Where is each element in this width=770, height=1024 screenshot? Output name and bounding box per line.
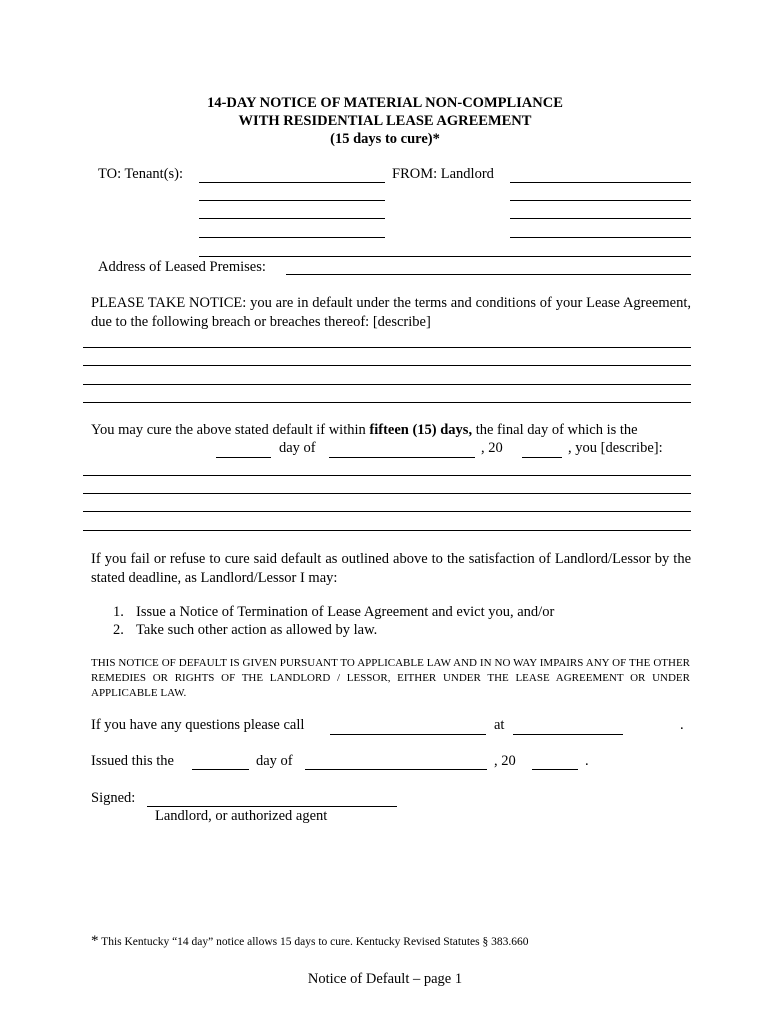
- landlord-name-line-2[interactable]: [510, 200, 691, 201]
- page-footer: Notice of Default – page 1: [307, 971, 463, 987]
- cure-period-bold: fifteen (15) days,: [369, 422, 473, 438]
- issued-day-field[interactable]: [192, 769, 249, 770]
- questions-contact-name-field[interactable]: [330, 734, 486, 735]
- cure-year-prefix: , 20: [481, 440, 503, 456]
- cure-day-field[interactable]: [216, 457, 271, 458]
- cure-description-line-2[interactable]: [83, 493, 691, 494]
- cure-sentence: [91, 422, 638, 439]
- cure-suffix: the final day of which is the: [472, 422, 638, 438]
- landlord-name-line-3[interactable]: [510, 218, 691, 219]
- questions-label: If you have any questions please call: [91, 717, 305, 733]
- issued-month-field[interactable]: [305, 769, 487, 770]
- legal-caps-notice: THIS NOTICE OF DEFAULT IS GIVEN PURSUANT TO APPLICABLE LAW AND IN NO WAY IMPAIRS ANY OF THE OTHER REMEDIES OR RIGHTS OF THE LANDLORD / LESSOR, EITHER UNDER THE LEASE AGREEMENT OR UNDER APPLICABLE LAW.: [91, 657, 690, 699]
- document-subtitle: (15 days to cure)*: [330, 131, 440, 147]
- remedy-text-2: Take such other action as allowed by law.: [136, 622, 378, 638]
- tenant-name-line-3[interactable]: [199, 218, 385, 219]
- remedy-number-2: 2.: [113, 622, 124, 638]
- cure-description-line-3[interactable]: [83, 511, 691, 512]
- issued-label: Issued this the: [91, 753, 174, 769]
- fail-paragraph: If you fail or refuse to cure said default as outlined above to the satisfaction of Landlord/Lessor by the stated deadline, as Landlord/Lessor I may:: [91, 551, 691, 586]
- parties-separator-line: [199, 256, 691, 257]
- issued-period: .: [585, 753, 589, 769]
- remedy-text-1: Issue a Notice of Termination of Lease Agreement and evict you, and/or: [136, 604, 555, 620]
- notice-paragraph: PLEASE TAKE NOTICE: you are in default under the terms and conditions of your Lease Agreement, due to the following breach or breaches thereof: [describe]: [91, 295, 691, 330]
- breach-description-line-4[interactable]: [83, 402, 691, 403]
- landlord-label: FROM: Landlord: [392, 166, 494, 182]
- footnote: [91, 933, 529, 950]
- landlord-name-line-1[interactable]: [510, 182, 691, 183]
- cure-describe-label: , you [describe]:: [568, 440, 663, 456]
- breach-description-line-2[interactable]: [83, 365, 691, 366]
- issued-year-prefix: , 20: [494, 753, 516, 769]
- document-title-line-1: 14-DAY NOTICE OF MATERIAL NON-COMPLIANCE: [207, 95, 563, 111]
- breach-description-line-1[interactable]: [83, 347, 691, 348]
- address-label: Address of Leased Premises:: [98, 259, 266, 275]
- remedy-number-1: 1.: [113, 604, 124, 620]
- tenant-name-line-4[interactable]: [199, 237, 385, 238]
- address-line[interactable]: [286, 274, 691, 275]
- signature-caption: Landlord, or authorized agent: [155, 808, 328, 824]
- landlord-name-line-4[interactable]: [510, 237, 691, 238]
- document-title-line-2: WITH RESIDENTIAL LEASE AGREEMENT: [238, 113, 532, 129]
- cure-day-of-label: day of: [279, 440, 316, 456]
- tenant-name-line-1[interactable]: [199, 182, 385, 183]
- cure-prefix: You may cure the above stated default if within: [91, 422, 370, 438]
- questions-period: .: [680, 717, 684, 733]
- signed-label: Signed:: [91, 790, 136, 806]
- footnote-text: This Kentucky “14 day” notice allows 15 days to cure. Kentucky Revised Statutes § 383.660: [98, 936, 529, 948]
- footnote-asterisk: *: [91, 933, 99, 949]
- cure-month-field[interactable]: [329, 457, 475, 458]
- cure-year-field[interactable]: [522, 457, 562, 458]
- breach-description-line-3[interactable]: [83, 384, 691, 385]
- questions-at-label: at: [494, 717, 505, 733]
- tenant-label: TO: Tenant(s):: [98, 166, 184, 182]
- issued-year-field[interactable]: [532, 769, 578, 770]
- tenant-name-line-2[interactable]: [199, 200, 385, 201]
- cure-description-line-4[interactable]: [83, 530, 691, 531]
- cure-description-line-1[interactable]: [83, 475, 691, 476]
- signature-line[interactable]: [147, 806, 397, 807]
- issued-day-of-label: day of: [256, 753, 293, 769]
- questions-phone-field[interactable]: [513, 734, 623, 735]
